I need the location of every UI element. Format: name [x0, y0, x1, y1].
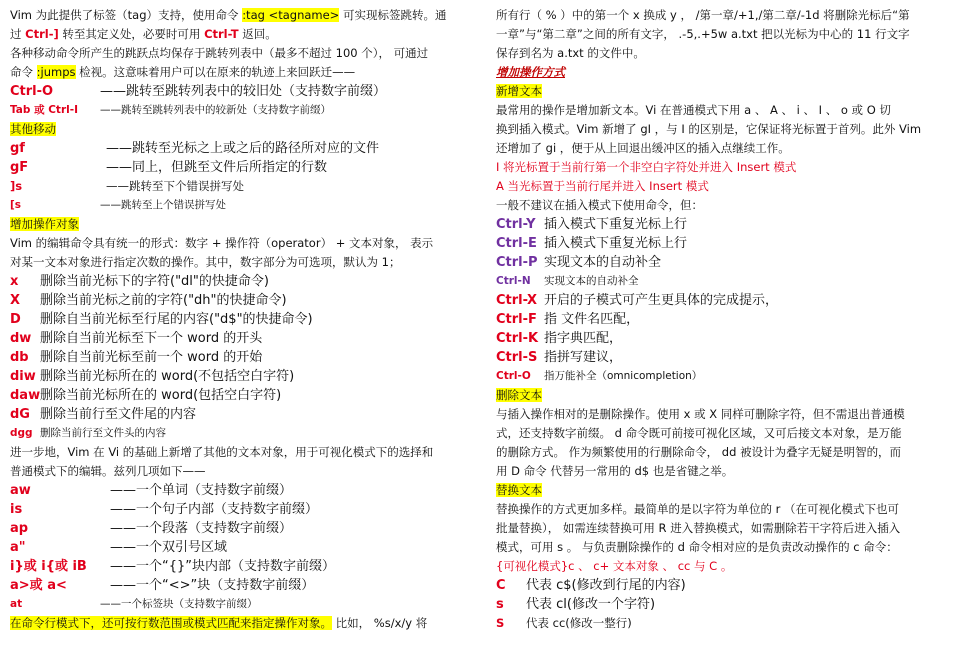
command-row: gF ——同上，但跳至文件后所指定的行数: [10, 160, 328, 175]
paragraph-line: A 当光标置于当前行尾并进入 Insert 模式: [496, 179, 709, 193]
intro-line: 过 Ctrl-] 转至其定义处，必要时可用 Ctrl-T 返回。: [10, 27, 277, 41]
command-row: Ctrl-O 指万能补全（omnicompletion）: [496, 370, 703, 382]
paragraph-line: {可视化模式}c 、 c+ 文本对象 、 cc 与 C 。: [496, 559, 733, 573]
command-row: Ctrl-E 插入模式下重复光标上行: [496, 236, 688, 251]
paragraph-line: 批量替换）， 如需连续替换可用 R 进入替换模式，如需删除若干字符后进入插入: [496, 521, 901, 535]
command-row: S 代表 cc(修改一整行): [496, 616, 632, 630]
paragraph-line: Vim 的编辑命令具有统一的形式：数字 + 操作符（operator） + 文本对象， 表示: [10, 236, 434, 250]
paragraph-line: I 将光标置于当前行第一个非空白字符处并进入 Insert 模式: [496, 160, 797, 174]
command-row: dgg 删除当前行至文件头的内容: [10, 427, 166, 439]
section-heading: 新增文本: [496, 84, 542, 98]
section-heading: 其他移动: [10, 122, 56, 136]
command-row: ]s ——跳转至下个错误拼写处: [10, 179, 244, 193]
section-heading: 替换文本: [496, 483, 542, 497]
command-row: D 删除自当前光标至行尾的内容("d$"的快捷命令): [10, 312, 313, 327]
command-row: Ctrl-O ——跳转至跳转列表中的较旧处（支持数字前缀）: [10, 84, 387, 99]
tag-command: :tag <tagname>: [242, 8, 340, 22]
section-heading: 删除文本: [496, 388, 542, 402]
command-row: [s ——跳转至上个错误拼写处: [10, 199, 226, 211]
command-row: gf ——跳转至光标之上或之后的路径所对应的文件: [10, 141, 380, 156]
paragraph-line: 式，还支持数字前缀。 d 命令既可前接可视化区域，又可后接文本对象，是万能: [496, 426, 902, 440]
command-row: X 删除当前光标之前的字符("dh"的快捷命令): [10, 293, 287, 308]
command-row: Ctrl-X 开启的子模式可产生更具体的完成提示，: [496, 293, 779, 308]
paragraph-line: 最常用的操作是增加新文本。Vi 在普通模式下用 a 、 A 、 i 、 I 、 o 或 O 切: [496, 103, 891, 117]
paragraph-line: 的删除方式。 作为频繁使用的行删除命令， dd 被设计为叠字无疑是明智的，而: [496, 445, 902, 459]
ctrl-bracket-command: Ctrl-]: [25, 27, 59, 41]
paragraph-line: 模式，可用 s 。 与负责删除操作的 d 命令相对应的是负责改动操作的 c 命令：: [496, 540, 898, 554]
paragraph-line: 保存到名为 a.txt 的文件中。: [496, 46, 645, 60]
section-heading: 增加操作对象: [10, 217, 79, 231]
command-row: aw ——一个单词（支持数字前缀）: [10, 483, 293, 498]
right-column: [496, 6, 964, 633]
command-row: dw 删除自当前光标至下一个 word 的开头: [10, 331, 263, 346]
command-row: a" ——一个双引号区域: [10, 540, 228, 555]
command-row: Ctrl-S 指拼写建议，: [496, 350, 623, 365]
command-row: Ctrl-K 指字典匹配，: [496, 331, 623, 346]
intro-line: 命令 :jumps 检视。这意味着用户可以在原来的轨迹上来回跃迁——: [10, 65, 356, 79]
command-row: at ——一个标签块（支持数字前缀）: [10, 598, 258, 610]
command-row: Tab 或 Ctrl-I ——跳转至跳转列表中的较新处（支持数字前缀）: [10, 104, 331, 116]
command-row: dG 删除当前行至文件尾的内容: [10, 407, 197, 422]
paragraph-line: 进一步地，Vim 在 Vi 的基础上新增了其他的文本对象，用于可视化模式下的选择和: [10, 445, 434, 459]
paragraph-line: 换到插入模式。Vim 新增了 gI ，与 I 的区别是，它保证将光标置于首列。此外 Vim: [496, 122, 922, 136]
paragraph-line: 一般不建议在插入模式下使用命令，但：: [496, 198, 703, 212]
intro-line: Vim 为此提供了标签（tag）支持，使用命令 :tag <tagname> 可实现标签跳转。通: [10, 8, 447, 22]
command-row: ap ——一个段落（支持数字前缀）: [10, 521, 293, 536]
command-row: Ctrl-N 实现文本的自动补全: [496, 275, 639, 287]
command-row: db 删除自当前光标至前一个 word 的开始: [10, 350, 263, 365]
paragraph-line: 普通模式下的编辑。兹列几项如下——: [10, 464, 206, 478]
command-row: Ctrl-Y 插入模式下重复光标上行: [496, 217, 688, 232]
paragraph-line: 一章”与“第二章”之间的所有文字， .-5,.+5w a.txt 把以光标为中心的 11 行文字: [496, 27, 910, 41]
jumps-command: :jumps: [36, 65, 76, 79]
paragraph-line: 所有行（ % ）中的第一个 x 换成 y ， /第一章/+1,/第二章/-1d 将删除光标后“第: [496, 8, 910, 22]
paragraph-line: 对某一文本对象进行指定次数的操作。其中，数字部分为可选项，默认为 1；: [10, 255, 401, 269]
intro-line: 各种移动命令所产生的跳跃点均保存于跳转列表中（最多不超过 100 个）， 可通过: [10, 46, 429, 60]
command-row: Ctrl-F 指 文件名匹配，: [496, 312, 640, 327]
command-row: a>或 a< ——一个“<>”块（支持数字前缀）: [10, 578, 315, 593]
command-row: C 代表 c$(修改到行尾的内容): [496, 578, 686, 593]
left-column: [10, 6, 478, 633]
command-row: i}或 i{或 iB ——一个“{}”块内部（支持数字前缀）: [10, 559, 336, 574]
command-row: diw 删除当前光标所在的 word(不包括空白字符): [10, 369, 295, 384]
command-row: s 代表 cl(修改一个字符): [496, 597, 656, 612]
ctrl-t-command: Ctrl-T: [204, 27, 239, 41]
paragraph-line: 替换操作的方式更加多样。最简单的是以字符为单位的 r （在可视化模式下也可: [496, 502, 900, 516]
command-row: x 删除当前光标下的字符("dl"的快捷命令): [10, 274, 269, 289]
paragraph-line: 用 D 命令 代替另一常用的 d$ 也是省键之举。: [496, 464, 734, 478]
subsection-title: 增加操作方式: [496, 65, 565, 79]
command-row: daw删除当前光标所在的 word(包括空白字符): [10, 388, 282, 403]
command-row: Ctrl-P 实现文本的自动补全: [496, 255, 662, 270]
paragraph-line: 还增加了 gi ，便于从上回退出缓冲区的插入点继续工作。: [496, 141, 790, 155]
command-row: is ——一个句子内部（支持数字前缀）: [10, 502, 319, 517]
paragraph-line: 在命令行模式下，还可按行数范围或模式匹配来指定操作对象。 比如， %s/x/y 将: [10, 616, 428, 630]
paragraph-line: 与插入操作相对的是删除操作。使用 x 或 X 同样可删除字符，但不需退出普通模: [496, 407, 905, 421]
